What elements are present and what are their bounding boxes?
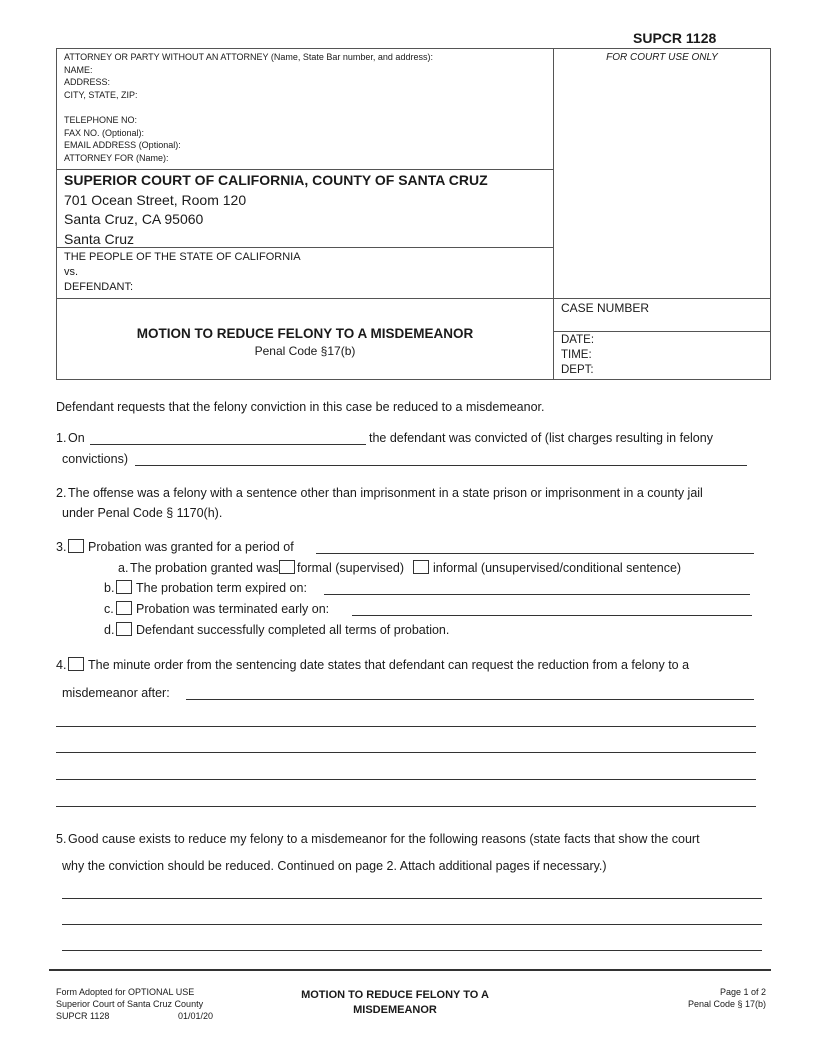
item5-line1: Good cause exists to reduce my felony to a misdemeanor for the following reasons (state facts that show the court [68, 832, 700, 846]
footer-title-line2: MISDEMEANOR [353, 1004, 437, 1016]
item5-reason-line[interactable] [62, 924, 762, 925]
court-branch: Santa Cruz [64, 230, 135, 247]
item4-number: 4. [56, 658, 67, 672]
item3c-text: Probation was terminated early on: [136, 602, 330, 616]
footer-title-line1: MOTION TO REDUCE FELONY TO A [301, 989, 489, 1001]
item3b-checkbox[interactable] [116, 580, 132, 594]
attorney-email-label: EMAIL ADDRESS (Optional): [64, 140, 181, 151]
footer-court: Superior Court of Santa Cruz County [56, 999, 204, 1009]
item1-date-field[interactable] [90, 444, 366, 445]
court-use-box [553, 48, 771, 299]
footer-page: Page 1 of 2 [719, 987, 766, 997]
item4-line1: The minute order from the sentencing date states that defendant can request the reduction from a felony to a [88, 658, 690, 672]
item3-number: 3. [56, 540, 67, 554]
item3a-label: a. [118, 561, 129, 575]
item1-number: 1. [56, 431, 67, 445]
item1-text: the defendant was convicted of (list charges resulting in felony [369, 431, 713, 445]
attorney-box [56, 48, 554, 170]
item3d-checkbox[interactable] [116, 622, 132, 636]
item3b-text: The probation term expired on: [136, 581, 307, 595]
court-use-label: FOR COURT USE ONLY [606, 52, 718, 63]
item3c-label: c. [104, 602, 114, 616]
item4-line2: misdemeanor after: [62, 686, 170, 700]
attorney-for-label: ATTORNEY FOR (Name): [64, 152, 169, 163]
title-box [56, 298, 554, 380]
item3c-date-field[interactable] [352, 615, 752, 616]
case-number-box [553, 298, 771, 332]
item3-checkbox[interactable] [68, 539, 84, 553]
attorney-address-label: ADDRESS: [64, 77, 111, 88]
footer-adopted: Form Adopted for OPTIONAL USE [56, 987, 195, 997]
case-number-label: CASE NUMBER [561, 301, 650, 315]
item3-text: Probation was granted for a period of [88, 540, 294, 554]
intro-text: Defendant requests that the felony conviction in this case be reduced to a misdemeanor. [56, 400, 545, 414]
hearing-box [553, 331, 771, 380]
time-label: TIME: [561, 349, 592, 361]
defendant-label: DEFENDANT: [64, 281, 134, 293]
item5-number: 5. [56, 832, 67, 846]
item4-extra-line[interactable] [56, 726, 756, 727]
item3-period-field[interactable] [316, 553, 754, 554]
attorney-heading: ATTORNEY OR PARTY WITHOUT AN ATTORNEY (Name, State Bar number, and address): [64, 52, 433, 62]
item4-extra-line[interactable] [56, 806, 756, 807]
item2-line1: The offense was a felony with a sentence other than imprisonment in a state prison or imprisonment in a county jail [68, 486, 703, 500]
footer-date: 01/01/20 [178, 1011, 214, 1021]
court-street: 701 Ocean Street, Room 120 [64, 191, 247, 208]
item4-checkbox[interactable] [68, 657, 84, 671]
plaintiff-label: THE PEOPLE OF THE STATE OF CALIFORNIA [64, 251, 301, 263]
footer-code: Penal Code § 17(b) [687, 999, 766, 1009]
item3c-checkbox[interactable] [116, 601, 132, 615]
item3d-label: d. [104, 623, 115, 637]
item3a-informal-label: informal (unsupervised/conditional sentence) [433, 561, 682, 575]
item3a-text: The probation granted was [130, 561, 279, 575]
item1-on: On [68, 431, 85, 445]
attorney-city-label: CITY, STATE, ZIP: [64, 89, 138, 100]
item5-reason-line[interactable] [62, 950, 762, 951]
item3b-date-field[interactable] [324, 594, 750, 595]
form-title: MOTION TO REDUCE FELONY TO A MISDEMEANOR [136, 326, 474, 341]
footer-form-id: SUPCR 1128 [56, 1011, 110, 1021]
item5-line2: why the conviction should be reduced. Continued on page 2. Attach additional pages if necessary.) [62, 859, 607, 873]
dept-label: DEPT: [561, 364, 594, 376]
item3a-formal-checkbox[interactable] [279, 560, 295, 574]
attorney-name-label: NAME: [64, 64, 93, 75]
parties-box [56, 247, 554, 299]
attorney-fax-label: FAX NO. (Optional): [64, 127, 145, 138]
form-id: SUPCR 1128 [633, 30, 717, 46]
item4-extra-line[interactable] [56, 779, 756, 780]
item1-charges-field[interactable] [135, 465, 747, 466]
vs-label: vs. [64, 266, 79, 278]
attorney-telephone-label: TELEPHONE NO: [64, 114, 138, 125]
date-label: DATE: [561, 334, 595, 346]
item4-extra-line[interactable] [56, 752, 756, 753]
court-city: Santa Cruz, CA 95060 [64, 211, 204, 227]
item5-reason-line[interactable] [62, 898, 762, 899]
footer-rule [49, 969, 771, 971]
item3a-informal-checkbox[interactable] [413, 560, 429, 574]
item2-number: 2. [56, 486, 67, 500]
court-box [56, 169, 554, 248]
item1-cont: convictions) [62, 452, 128, 466]
item4-after-field[interactable] [186, 699, 754, 700]
item3b-label: b. [104, 581, 115, 595]
item2-line2: under Penal Code § 1170(h). [62, 506, 223, 520]
form-subtitle: Penal Code §17(b) [254, 344, 356, 358]
item3a-formal-label: formal (supervised) [297, 561, 404, 575]
court-name: SUPERIOR COURT OF CALIFORNIA, COUNTY OF SANTA CRUZ [64, 172, 488, 188]
item3d-text: Defendant successfully completed all terms of probation. [136, 623, 450, 637]
